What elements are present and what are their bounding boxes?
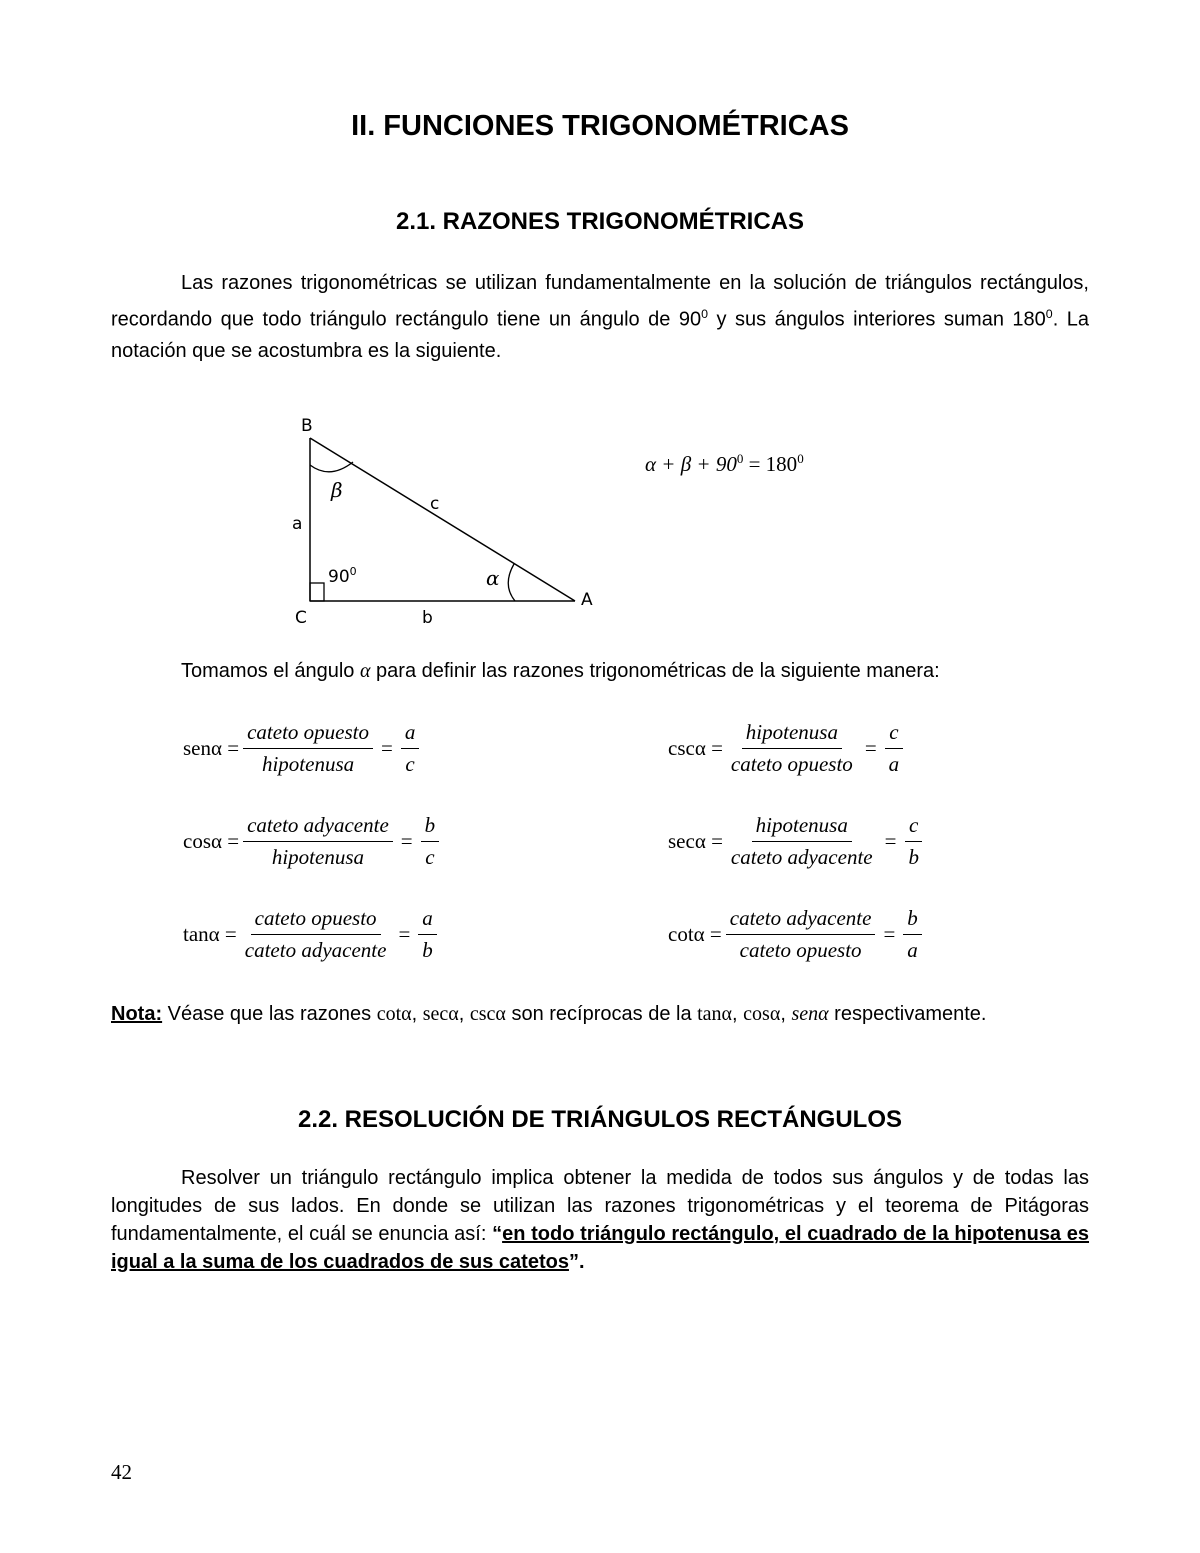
formula-cotangent: cotα = $\frac{\text{cateto adyacente}}{\text{cateto opuesto}}$ = $\frac{b}{a}$ xyxy=(668,906,926,963)
angle-sum-equation: $\alpha + \beta + 90^0 = 180^0$ xyxy=(645,451,804,476)
vertex-a-label: A xyxy=(581,590,593,610)
formula-secant: secα = $\frac{\text{hipotenusa}}{\text{cateto adyacente}}$ = $\frac{c}{b}$ xyxy=(668,813,927,870)
nota-label: Nota: xyxy=(111,1003,163,1025)
alpha-label: α xyxy=(486,566,500,590)
beta-label: β xyxy=(331,478,343,502)
formula-cosecant: cscα = $\frac{\text{hipotenusa}}{\text{cateto opuesto}}$ = $\frac{c}{a}$ xyxy=(668,720,907,777)
right-angle-mark xyxy=(310,583,324,601)
right-triangle-diagram xyxy=(280,405,620,635)
vertex-c-label: C xyxy=(295,608,307,628)
side-c-label: c xyxy=(430,494,440,514)
formula-cosine: cosα = $\frac{\text{cateto adyacente}}{\text{hipotenusa}}$ = $\frac{b}{c}$ xyxy=(183,813,443,870)
side-a-label: a xyxy=(292,514,303,534)
right-angle-label: $90^0$ xyxy=(328,565,357,587)
resolution-paragraph: Resolver un triángulo rectángulo implica obtener la medida de todos sus ángulos y de todas las longitudes de sus lados. En donde se utilizan las razones trigonométricas y el teorema de Pitágoras fundamentalmente, el cuál se enuncia así: “en todo triángulo rectángulo, el cuadrado de la hipotenusa es igual a la suma de los cuadrados de sus catetos”. xyxy=(111,1167,1090,1273)
page-number: 42 xyxy=(111,1460,132,1484)
pythagoras-statement: en todo triángulo rectángulo, el cuadrado de la hipotenusa es igual a la suma de los cuadrados de sus catetos xyxy=(111,1223,1090,1273)
beta-arc xyxy=(310,462,353,472)
chapter-heading: II. FUNCIONES TRIGONOMÉTRICAS xyxy=(351,110,849,142)
section-heading-2-2: 2.2. RESOLUCIÓN DE TRIÁNGULOS RECTÁNGULOS xyxy=(297,1106,903,1133)
section-heading-2-1: 2.1. RAZONES TRIGONOMÉTRICAS xyxy=(395,208,805,235)
vertex-b-label: B xyxy=(301,416,313,436)
formula-sine: senα = $\frac{\text{cateto opuesto}}{\text{hipotenusa}}$ = $\frac{a}{c}$ xyxy=(183,720,423,777)
intro-paragraph: Las razones trigonométricas se utilizan fundamentalmente en la solución de triángulos rectángulos, recordando que todo triángulo rectángulo tiene un ángulo de $90^0$ y sus ángulos interiores suman $180^0$. La notación que se acostumbra es la siguiente. xyxy=(111,272,1089,362)
side-b-label: b xyxy=(422,608,433,628)
alpha-intro-text: Tomamos el ángulo α para definir las razones trigonométricas de la siguiente manera: xyxy=(181,660,940,682)
alpha-arc xyxy=(508,564,515,601)
nota-paragraph: Nota: Véase que las razones cotα, secα, cscα son recíprocas de la tanα, cosα, senα respectivamente. xyxy=(111,1003,987,1025)
formula-tangent: tanα = $\frac{\text{cateto opuesto}}{\text{cateto adyacente}}$ = $\frac{a}{b}$ xyxy=(183,906,441,963)
